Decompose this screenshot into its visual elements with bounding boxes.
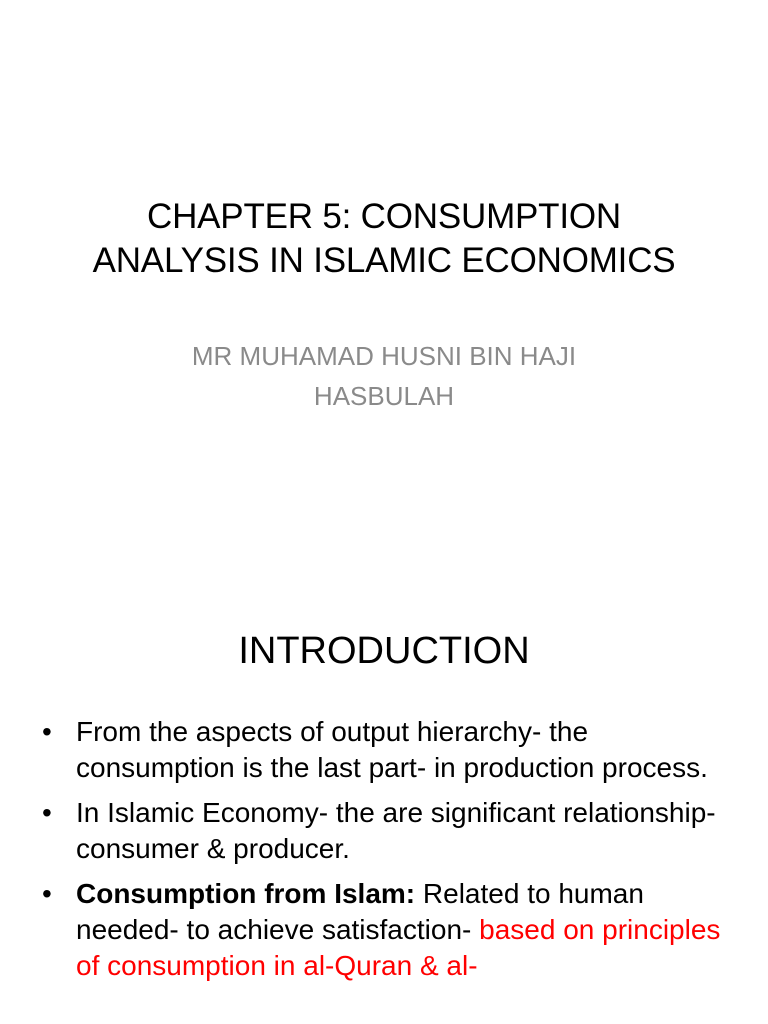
bullet-dot: • — [42, 797, 52, 828]
slide-subtitle-line-1: MR MUHAMAD HUSNI BIN HAJI — [191, 341, 577, 371]
bullet-highlight-text: based on principles of consumption in al-Quran & al- — [76, 914, 721, 981]
bullet-item-3 — [42, 876, 722, 984]
slide-title-line-2: ANALYSIS IN ISLAMIC ECONOMICS — [92, 241, 676, 280]
bullet-text: From the aspects of output hierarchy- the consumption is the last part- in production process. — [76, 716, 708, 783]
slide-subtitle — [60, 336, 708, 416]
introduction-slide — [0, 576, 768, 1024]
bullet-dot: • — [42, 716, 52, 747]
slide-title — [40, 195, 728, 283]
introduction-title: INTRODUCTION — [238, 630, 530, 672]
slide-title-line-1: CHAPTER 5: CONSUMPTION — [147, 197, 621, 236]
bullet-text: In Islamic Economy- the are significant relationship- consumer & producer. — [76, 797, 716, 864]
bullet-text: Related to human needed- to achieve satisfaction- — [76, 878, 644, 945]
bullet-item-1 — [42, 714, 722, 786]
bullet-dot: • — [42, 878, 52, 909]
slide-subtitle-line-2: HASBULAH — [313, 381, 455, 411]
bullet-bold-text: Consumption from Islam: — [76, 878, 416, 909]
bullet-item-2 — [42, 795, 722, 867]
bullet-list — [42, 714, 722, 993]
